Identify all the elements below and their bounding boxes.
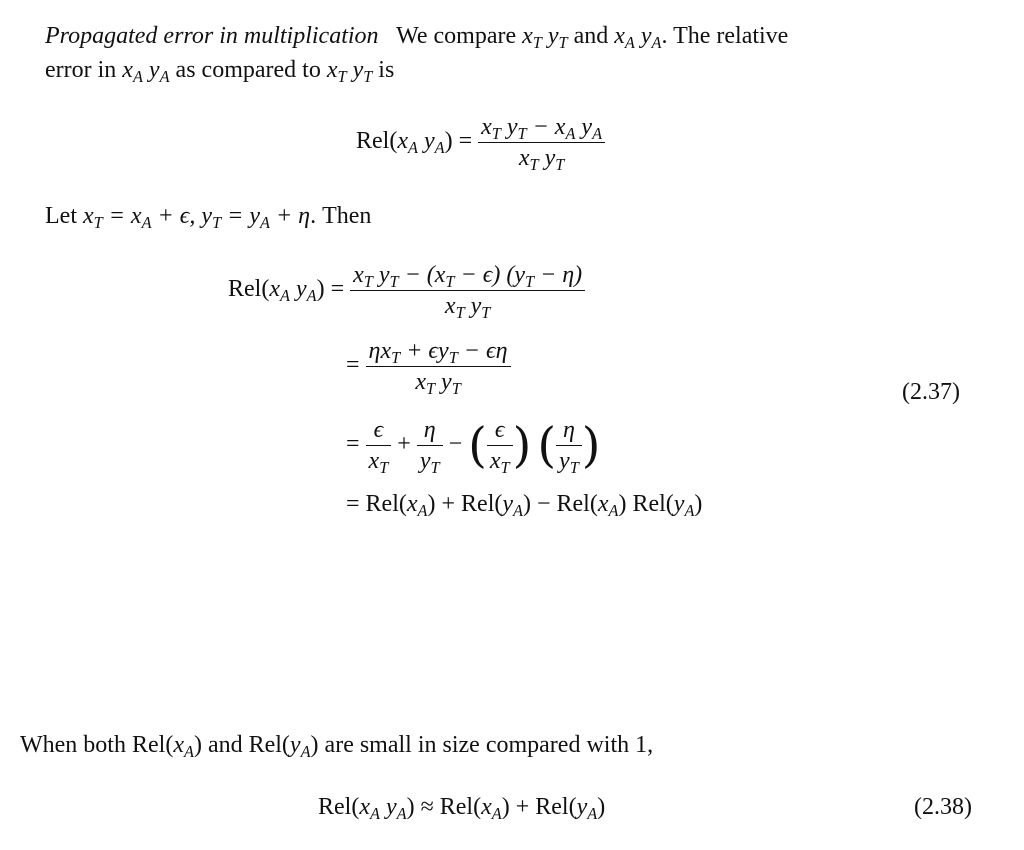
and-text: and	[207, 732, 243, 758]
intro-text-5: as compared to	[175, 57, 321, 83]
equation-237-row1: $Rel(x_A$ $y_A$) = $\frac{x_T y_T - (x_T - \epsilon) (y_T - \eta)}{x_T y_T}$	[228, 260, 585, 321]
when-line: When both $Rel(x_A)$ and $Rel(y_A)$ are small in size compared with 1,	[20, 732, 654, 761]
rel-label: Rel	[439, 794, 474, 820]
intro-line-1	[45, 22, 788, 51]
intro-text-6: is	[378, 57, 395, 83]
rel-label: Rel	[461, 491, 495, 517]
fraction: $\frac{x_T y_T - x_A y_A}{x_T y_T}$	[478, 112, 605, 173]
intro-line-2	[45, 56, 394, 85]
intro-text-3: . The relative	[661, 23, 789, 49]
section-heading: Propagated error in multiplication	[45, 23, 379, 49]
equation-rel-definition: $Rel(x_A$ $y_A$) = $\frac{x_T y_T - x_A y_A}{x_T y_T}$	[356, 112, 605, 173]
rel-label: Rel	[131, 732, 166, 758]
math-xt-yt: $x_T$ $y_T$	[522, 23, 568, 52]
fraction: $\frac{\epsilon}{x_T}$	[366, 415, 392, 476]
rel-label: Rel	[535, 794, 569, 820]
rel-label: Rel	[248, 732, 282, 758]
rel-label: Rel	[228, 276, 262, 303]
math-xt-yt: $x_T$ $y_T$	[326, 57, 373, 86]
rel-label: Rel	[365, 491, 399, 517]
fraction: $\frac{\eta}{y_T}$	[417, 415, 443, 476]
equation-238: $Rel(x_A$ $y_A) \approx Rel(x_A) + Rel(y_A)$	[318, 794, 606, 823]
equation-number-238: (2.38)	[914, 794, 972, 820]
fraction: $\frac{x_T y_T - (x_T - \epsilon) (y_T - \eta)}{x_T y_T}$	[350, 260, 585, 321]
rel-label: Rel	[632, 491, 666, 517]
equation-number-237: (2.37)	[902, 379, 960, 405]
let-text: Let	[45, 203, 77, 229]
let-line	[45, 202, 371, 231]
then-text: . Then	[310, 203, 372, 229]
equation-237-row4: = $Rel(x_A) + Rel(y_A) - Rel(x_A)$ $Rel(y_A)$	[346, 491, 703, 520]
rel-label: Rel	[556, 491, 590, 517]
rest-text: are small in size compared with 1,	[324, 732, 654, 758]
intro-text-4: error in	[45, 57, 117, 83]
math-substitution: $x_T = x_A + \epsilon$, $y_T = y_A + \eta$	[82, 203, 311, 232]
fraction: $\frac{\epsilon}{x_T}$	[487, 415, 513, 476]
math-xa-ya: $x_A$ $y_A$	[122, 57, 170, 86]
when-text: When both	[20, 732, 126, 758]
intro-text-2: and	[573, 23, 609, 49]
math-xa-ya: $x_A$ $y_A$	[614, 23, 662, 52]
intro-text-1: We compare	[396, 23, 517, 49]
equation-237-row3: = $\frac{\epsilon}{x_T}$ + $\frac{\eta}{y_T}$ − ( $\frac{\epsilon}{x_T}$ ) ( $\frac{\eta}{y_T}$ )	[346, 417, 601, 477]
rel-label: Rel	[356, 128, 390, 155]
fraction: $\frac{\eta}{y_T}$	[556, 415, 582, 476]
equation-237-row2: = $\frac{\eta x_T + \epsilon y_T - \epsilon\eta}{x_T y_T}$	[346, 336, 511, 397]
rel-label: Rel	[318, 794, 352, 820]
fraction: $\frac{\eta x_T + \epsilon y_T - \epsilon\eta}{x_T y_T}$	[366, 336, 511, 397]
